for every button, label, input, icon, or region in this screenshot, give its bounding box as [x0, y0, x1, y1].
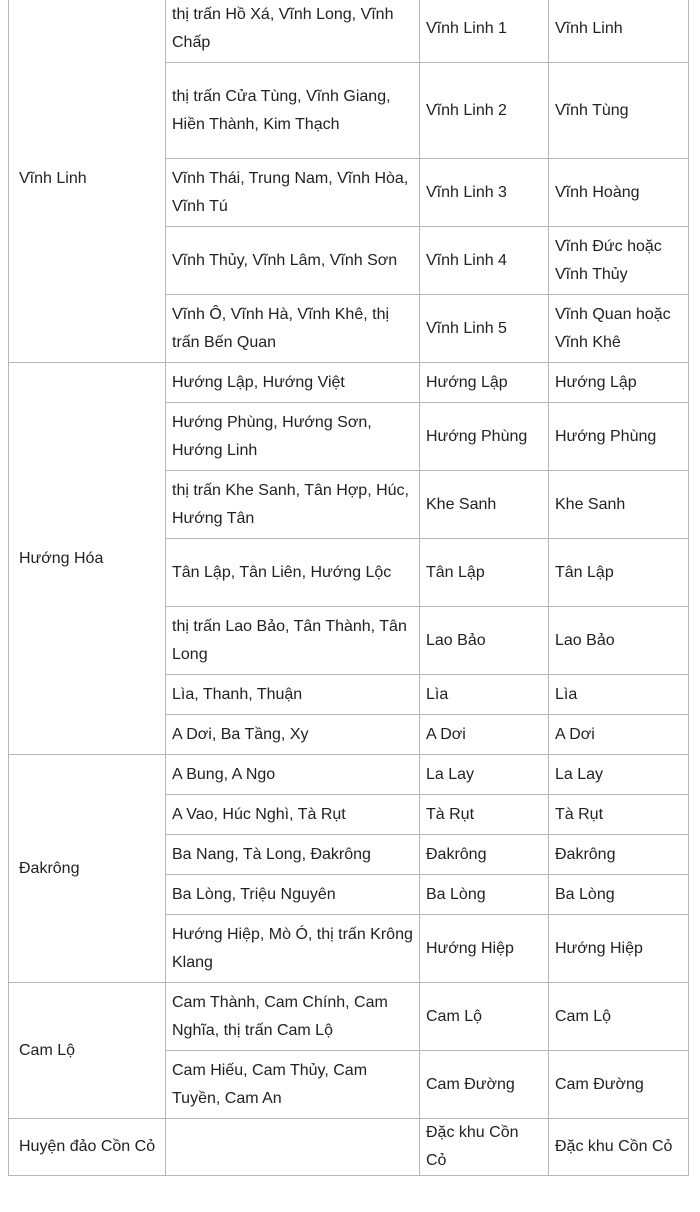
district-cell: Huyện đảo Cồn Cỏ	[9, 1119, 166, 1176]
communes-cell: Cam Thành, Cam Chính, Cam Nghĩa, thị trấn Cam Lộ	[166, 983, 420, 1051]
table-body	[9, 0, 689, 1176]
table-row	[9, 0, 689, 63]
new-commune-cell: Vĩnh Linh 5	[420, 295, 549, 363]
new-commune-cell: La Lay	[420, 755, 549, 795]
communes-cell: A Bung, A Ngo	[166, 755, 420, 795]
center-cell: Vĩnh Hoàng	[549, 159, 689, 227]
new-commune-cell: Vĩnh Linh 1	[420, 0, 549, 63]
center-cell: Tà Rụt	[549, 795, 689, 835]
center-cell: Đakrông	[549, 835, 689, 875]
table-row	[9, 983, 689, 1051]
center-cell: Vĩnh Đức hoặc Vĩnh Thủy	[549, 227, 689, 295]
center-cell: Hướng Lập	[549, 363, 689, 403]
communes-cell: Vĩnh Thủy, Vĩnh Lâm, Vĩnh Sơn	[166, 227, 420, 295]
new-commune-cell: Ba Lòng	[420, 875, 549, 915]
commune-merger-table	[8, 0, 689, 1176]
communes-cell: Vĩnh Ô, Vĩnh Hà, Vĩnh Khê, thị trấn Bến Quan	[166, 295, 420, 363]
center-cell: Vĩnh Linh	[549, 0, 689, 63]
new-commune-cell: Hướng Hiệp	[420, 915, 549, 983]
communes-cell: Ba Nang, Tà Long, Đakrông	[166, 835, 420, 875]
center-cell: Lao Bảo	[549, 607, 689, 675]
center-cell: Đặc khu Cồn Cỏ	[549, 1119, 689, 1176]
new-commune-cell: Lao Bảo	[420, 607, 549, 675]
new-commune-cell: Cam Đường	[420, 1051, 549, 1119]
new-commune-cell: Đặc khu Cồn Cỏ	[420, 1119, 549, 1176]
center-cell: Hướng Hiệp	[549, 915, 689, 983]
communes-cell: thị trấn Lao Bảo, Tân Thành, Tân Long	[166, 607, 420, 675]
communes-cell: thị trấn Hồ Xá, Vĩnh Long, Vĩnh Chấp	[166, 0, 420, 63]
communes-cell: Lìa, Thanh, Thuận	[166, 675, 420, 715]
new-commune-cell: A Dơi	[420, 715, 549, 755]
center-cell: Cam Đường	[549, 1051, 689, 1119]
district-cell: Hướng Hóa	[9, 363, 166, 755]
communes-cell: Vĩnh Thái, Trung Nam, Vĩnh Hòa, Vĩnh Tú	[166, 159, 420, 227]
district-cell: Cam Lộ	[9, 983, 166, 1119]
new-commune-cell: Vĩnh Linh 3	[420, 159, 549, 227]
new-commune-cell: Khe Sanh	[420, 471, 549, 539]
center-cell: Cam Lộ	[549, 983, 689, 1051]
new-commune-cell: Hướng Phùng	[420, 403, 549, 471]
center-cell: Tân Lập	[549, 539, 689, 607]
table-container	[8, 0, 689, 1176]
district-cell: Đakrông	[9, 755, 166, 983]
center-cell: Vĩnh Tùng	[549, 63, 689, 159]
communes-cell: Hướng Hiệp, Mò Ó, thị trấn Krông Klang	[166, 915, 420, 983]
center-cell: Lìa	[549, 675, 689, 715]
communes-cell: Hướng Phùng, Hướng Sơn, Hướng Linh	[166, 403, 420, 471]
new-commune-cell: Cam Lộ	[420, 983, 549, 1051]
center-cell: La Lay	[549, 755, 689, 795]
communes-cell: A Dơi, Ba Tầng, Xy	[166, 715, 420, 755]
new-commune-cell: Vĩnh Linh 4	[420, 227, 549, 295]
center-cell: Ba Lòng	[549, 875, 689, 915]
communes-cell	[166, 1119, 420, 1176]
new-commune-cell: Lìa	[420, 675, 549, 715]
new-commune-cell: Tân Lập	[420, 539, 549, 607]
center-cell: Hướng Phùng	[549, 403, 689, 471]
communes-cell: A Vao, Húc Nghì, Tà Rụt	[166, 795, 420, 835]
table-row	[9, 363, 689, 403]
communes-cell: Ba Lòng, Triệu Nguyên	[166, 875, 420, 915]
district-cell: Vĩnh Linh	[9, 0, 166, 363]
new-commune-cell: Hướng Lập	[420, 363, 549, 403]
communes-cell: Cam Hiếu, Cam Thủy, Cam Tuyền, Cam An	[166, 1051, 420, 1119]
communes-cell: Tân Lập, Tân Liên, Hướng Lộc	[166, 539, 420, 607]
center-cell: A Dơi	[549, 715, 689, 755]
new-commune-cell: Tà Rụt	[420, 795, 549, 835]
center-cell: Vĩnh Quan hoặc Vĩnh Khê	[549, 295, 689, 363]
communes-cell: thị trấn Khe Sanh, Tân Hợp, Húc, Hướng Tân	[166, 471, 420, 539]
center-cell: Khe Sanh	[549, 471, 689, 539]
table-row	[9, 1119, 689, 1176]
communes-cell: thị trấn Cửa Tùng, Vĩnh Giang, Hiền Thành, Kim Thạch	[166, 63, 420, 159]
new-commune-cell: Đakrông	[420, 835, 549, 875]
communes-cell: Hướng Lập, Hướng Việt	[166, 363, 420, 403]
table-row	[9, 755, 689, 795]
new-commune-cell: Vĩnh Linh 2	[420, 63, 549, 159]
